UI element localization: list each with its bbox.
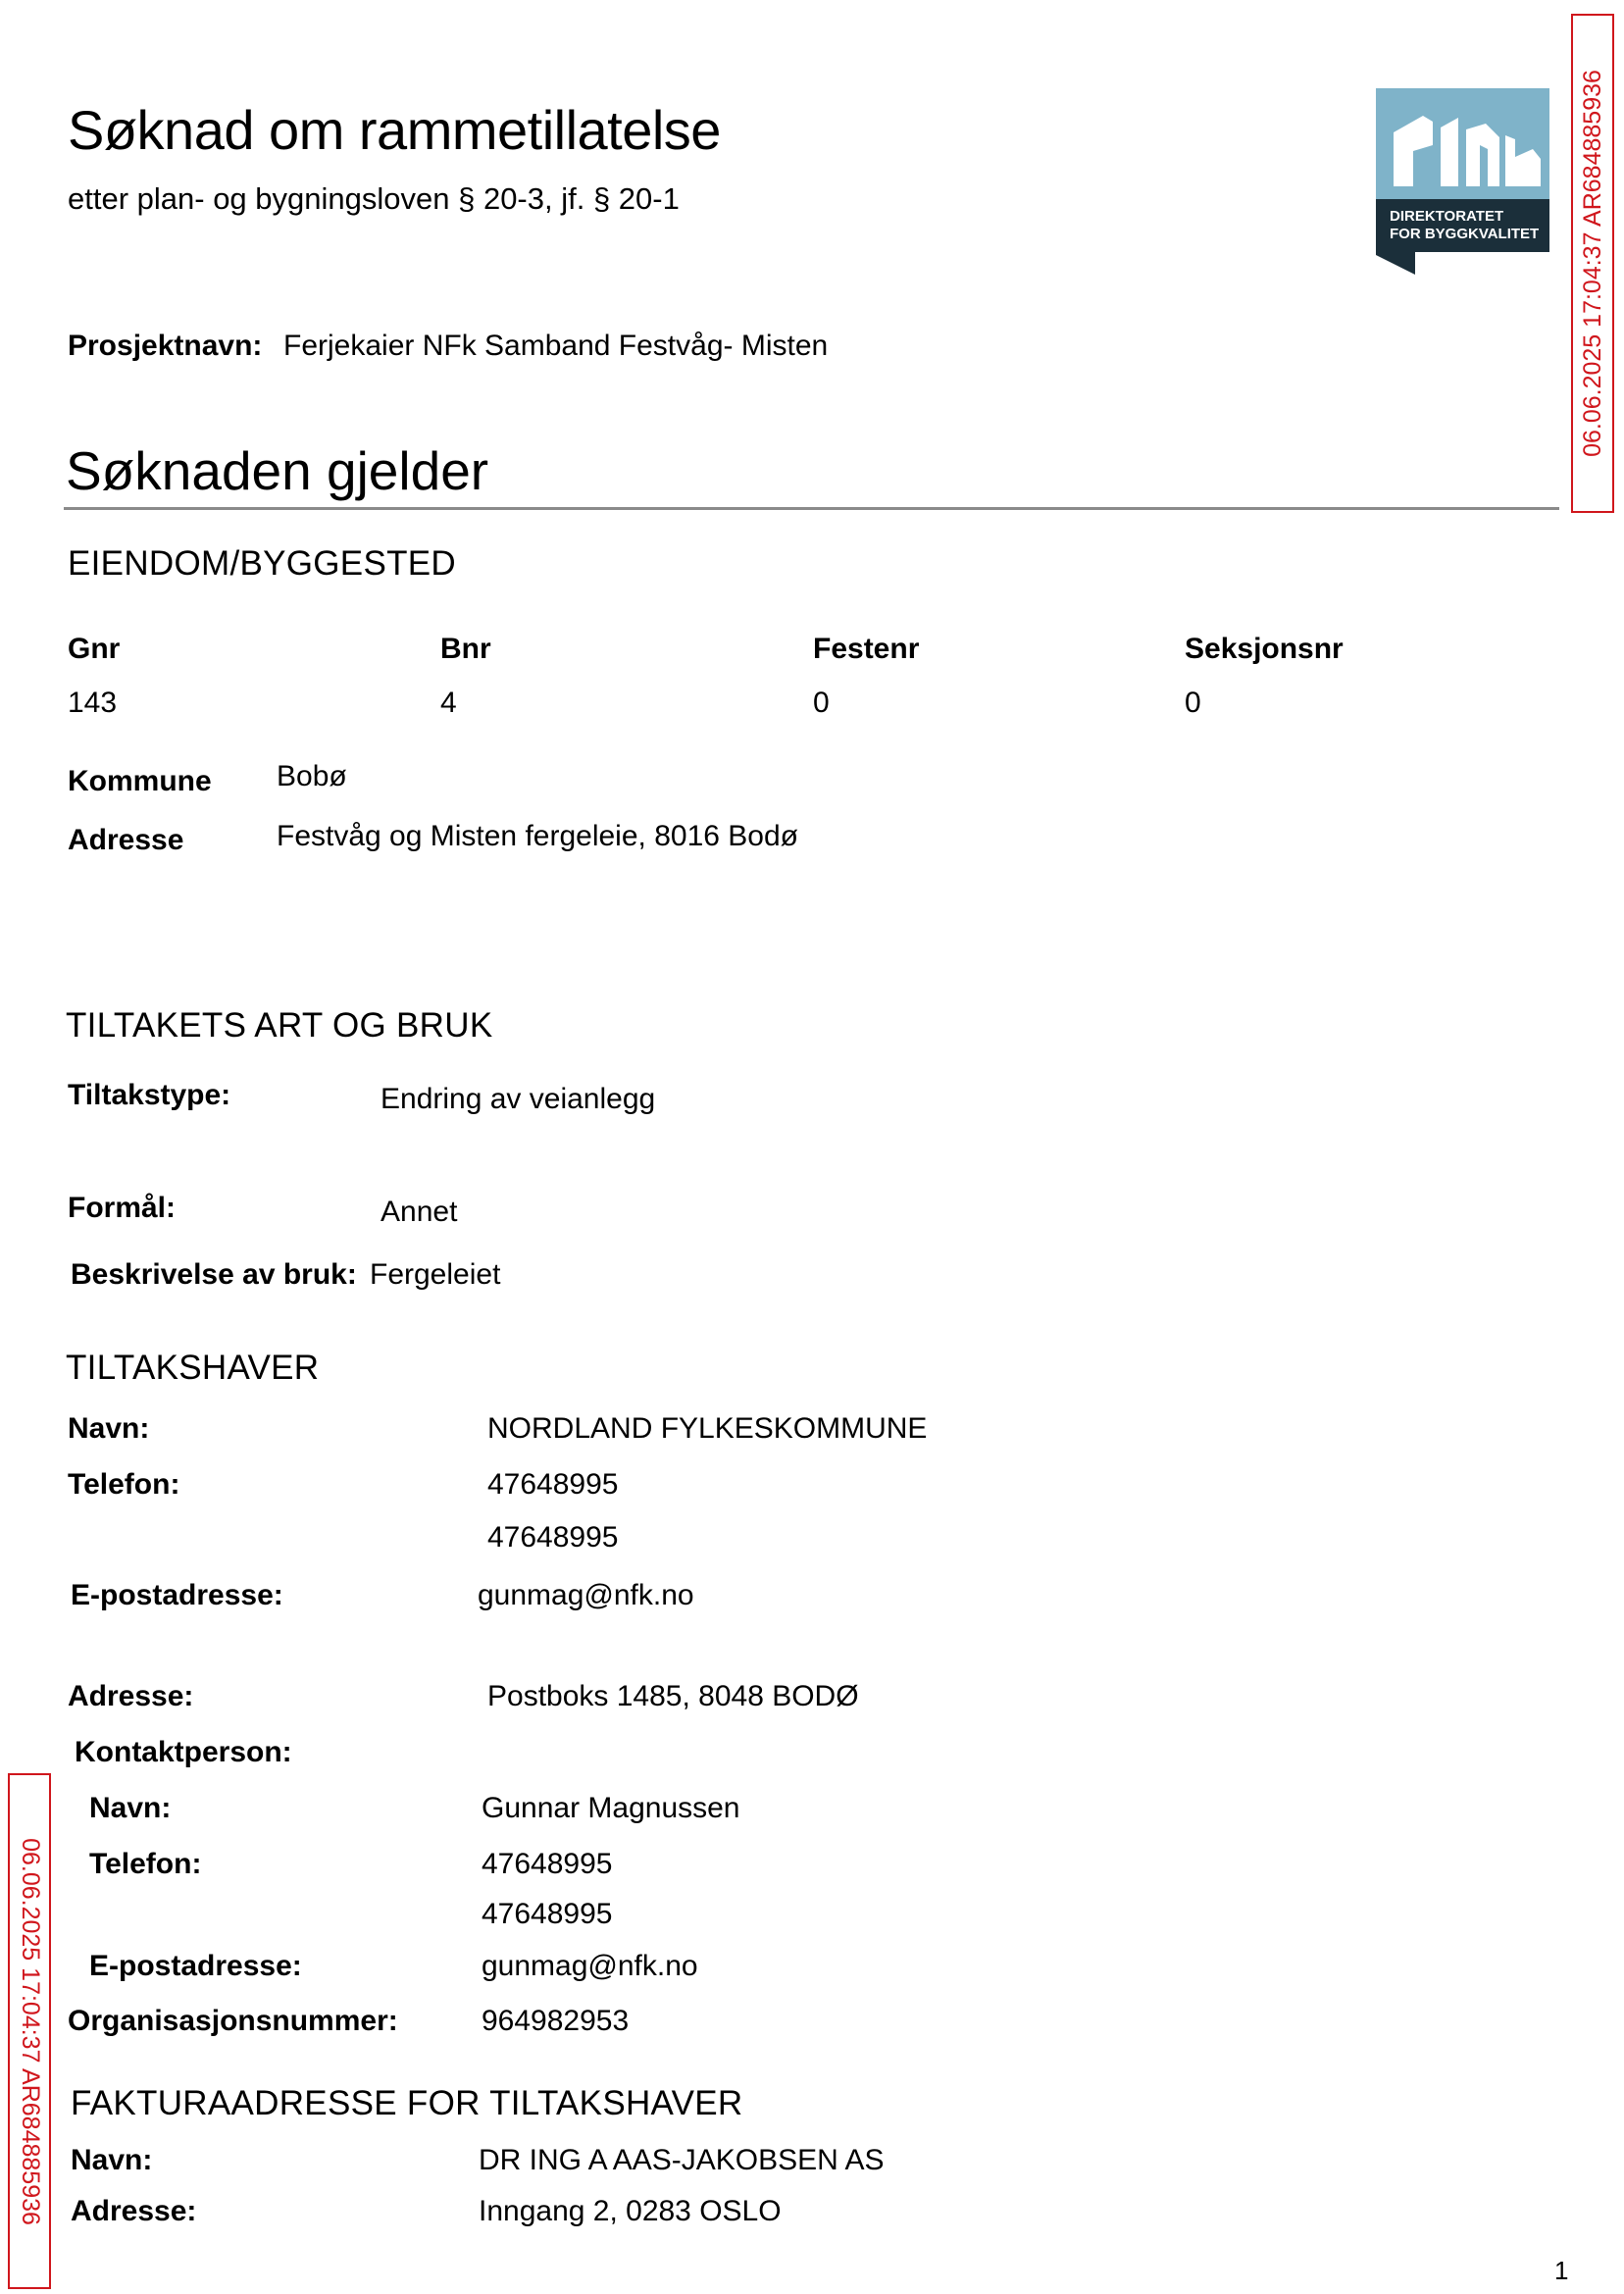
- document-title: Søknad om rammetillatelse: [68, 99, 721, 161]
- contact-email-label: E-postadresse:: [89, 1950, 302, 1982]
- owner-name-label: Navn:: [68, 1412, 150, 1445]
- column-seksjonsnr: Seksjonsnr: [1185, 633, 1344, 665]
- owner-address-value: Postboks 1485, 8048 BODØ: [487, 1680, 859, 1712]
- contact-email-value: gunmag@nfk.no: [482, 1950, 698, 1982]
- column-bnr: Bnr: [440, 633, 491, 665]
- receipt-stamp-top-text: 06.06.2025 17:04:37 AR684885936: [1578, 70, 1606, 457]
- owner-phone-value-2: 47648995: [487, 1521, 619, 1554]
- column-festenr: Festenr: [813, 633, 920, 665]
- owner-email-label: E-postadresse:: [71, 1579, 283, 1611]
- applies-heading: Søknaden gjelder: [66, 440, 489, 501]
- adresse-label: Adresse: [68, 824, 184, 856]
- contact-phone-label: Telefon:: [89, 1848, 202, 1880]
- owner-name-value: NORDLAND FYLKESKOMMUNE: [487, 1412, 928, 1445]
- invoice-address-label: Adresse:: [71, 2195, 197, 2227]
- project-value: Ferjekaier NFk Samband Festvåg- Misten: [283, 330, 829, 362]
- owner-heading: TILTAKSHAVER: [66, 1349, 320, 1387]
- contact-phone-value-1: 47648995: [482, 1848, 613, 1880]
- measure-heading: TILTAKETS ART OG BRUK: [66, 1006, 493, 1045]
- invoice-heading: FAKTURAADRESSE FOR TILTAKSHAVER: [71, 2084, 743, 2122]
- seksjonsnr-value: 0: [1185, 687, 1201, 719]
- column-gnr: Gnr: [68, 633, 121, 665]
- invoice-name-label: Navn:: [71, 2144, 153, 2176]
- formal-value: Annet: [381, 1196, 458, 1228]
- owner-email-value: gunmag@nfk.no: [478, 1579, 694, 1611]
- org-number-label: Organisasjonsnummer:: [68, 2005, 398, 2037]
- tiltakstype-value: Endring av veianlegg: [381, 1083, 656, 1115]
- heading-divider: [64, 507, 1559, 510]
- project-label: Prosjektnavn:: [68, 330, 263, 362]
- invoice-name-value: DR ING A AAS-JAKOBSEN AS: [479, 2144, 885, 2176]
- formal-label: Formål:: [68, 1192, 177, 1224]
- property-heading: EIENDOM/BYGGESTED: [68, 544, 456, 583]
- logo-text-line1: DIREKTORATET: [1390, 208, 1504, 225]
- receipt-stamp-top: [1571, 14, 1614, 513]
- bruk-value: Fergeleiet: [370, 1258, 501, 1291]
- invoice-address-value: Inngang 2, 0283 OSLO: [479, 2195, 782, 2227]
- contact-person-label: Kontaktperson:: [75, 1736, 292, 1768]
- festenr-value: 0: [813, 687, 830, 719]
- dibk-logo: [1376, 88, 1549, 275]
- receipt-stamp-bottom-text: 06.06.2025 17:04:37 AR684885936: [16, 1837, 44, 2225]
- gnr-value: 143: [68, 687, 118, 719]
- contact-name-value: Gunnar Magnussen: [482, 1792, 740, 1824]
- kommune-label: Kommune: [68, 765, 212, 797]
- kommune-value: Bobø: [277, 760, 347, 792]
- contact-name-label: Navn:: [89, 1792, 172, 1824]
- owner-phone-value-1: 47648995: [487, 1468, 619, 1501]
- owner-address-label: Adresse:: [68, 1680, 194, 1712]
- owner-phone-label: Telefon:: [68, 1468, 180, 1501]
- contact-phone-value-2: 47648995: [482, 1898, 613, 1930]
- tiltakstype-label: Tiltakstype:: [68, 1079, 231, 1111]
- logo-text-line2: FOR BYGGKVALITET: [1390, 226, 1540, 242]
- document-subtitle: etter plan- og bygningsloven § 20-3, jf. § 20-1: [68, 181, 680, 216]
- bnr-value: 4: [440, 687, 457, 719]
- page-number: 1: [1554, 2256, 1569, 2285]
- org-number-value: 964982953: [482, 2005, 630, 2037]
- receipt-stamp-bottom: [8, 1773, 51, 2289]
- adresse-value: Festvåg og Misten fergeleie, 8016 Bodø: [277, 820, 798, 852]
- bruk-label: Beskrivelse av bruk:: [71, 1258, 357, 1291]
- dibk-logo-graphic: [1376, 88, 1549, 275]
